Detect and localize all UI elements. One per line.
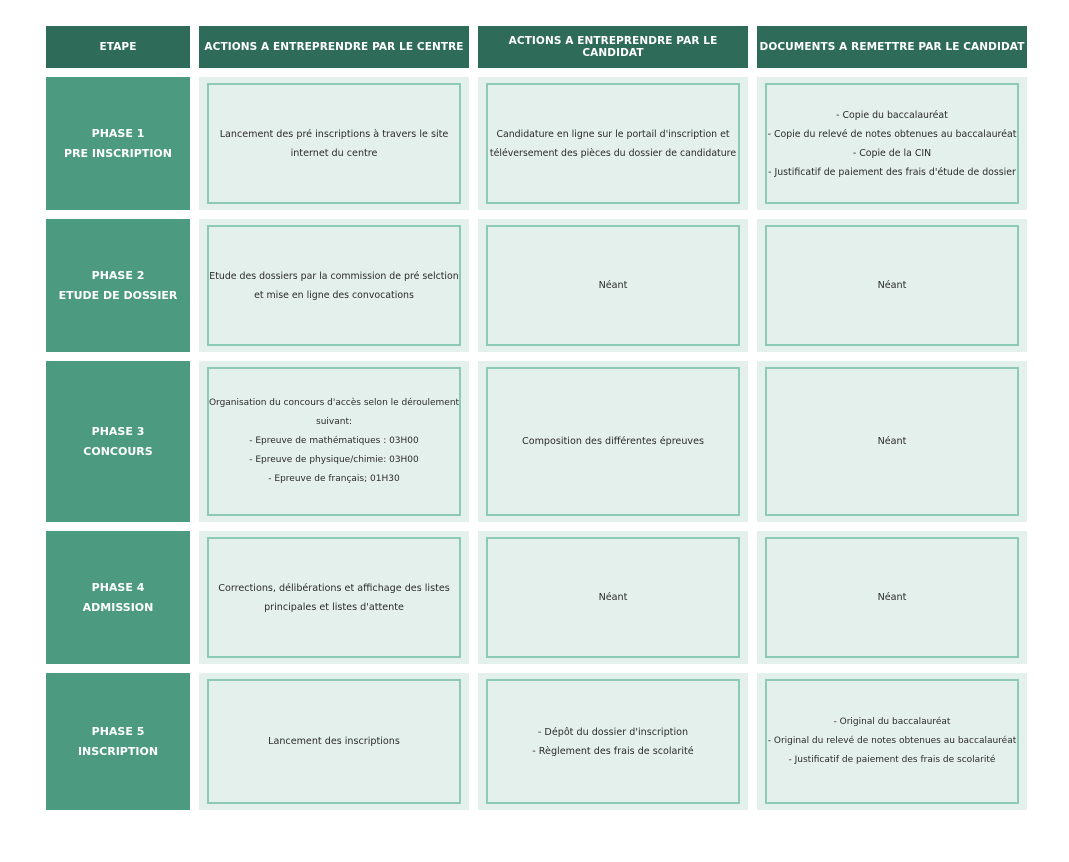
phase-1-centre-cell (199, 77, 469, 210)
cell-content (486, 679, 740, 804)
cell-text-line: Néant (598, 280, 628, 291)
cell-text-line: Néant (877, 280, 907, 291)
cell-content (765, 83, 1019, 204)
cell-text-line: Lancement des pré inscriptions à travers le site (219, 128, 449, 140)
cell-text-line: - Copie du relevé de notes obtenues au baccalauréat (767, 128, 1017, 140)
cell-content (207, 367, 461, 516)
phase-2-documents-cell (757, 219, 1027, 352)
cell-text-line: - Epreuve de physique/chimie: 03H00 (249, 455, 419, 465)
phase-3-centre-cell (199, 361, 469, 522)
procedure-table (46, 26, 1027, 810)
phase-number: PHASE 2 (91, 268, 145, 282)
cell-content (486, 367, 740, 516)
cell-text-line: - Dépôt du dossier d'inscription (537, 726, 689, 738)
phase-name: INSCRIPTION (77, 744, 159, 758)
cell-text-line: Néant (598, 592, 628, 603)
phase-4-label (46, 531, 190, 664)
phase-1-label (46, 77, 190, 210)
phase-name: PRE INSCRIPTION (64, 146, 172, 160)
cell-text-line: téléversement des pièces du dossier de candidature (489, 147, 737, 159)
phase-1-candidat-cell (478, 77, 748, 210)
phase-4-candidat-cell (478, 531, 748, 664)
cell-content (207, 679, 461, 804)
cell-content (765, 367, 1019, 516)
phase-5-documents-cell (757, 673, 1027, 810)
cell-text-line: - Copie de la CIN (852, 147, 932, 159)
cell-text-line: - Epreuve de français; 01H30 (268, 474, 400, 484)
cell-text-line: Candidature en ligne sur le portail d'inscription et (496, 128, 730, 140)
header-etape: ETAPE (46, 26, 190, 68)
phase-name: ETUDE DE DOSSIER (58, 288, 178, 302)
cell-text-line: - Original du baccalauréat (833, 717, 951, 727)
cell-content (486, 537, 740, 658)
cell-text-line: et mise en ligne des convocations (254, 289, 414, 301)
phase-4-centre-cell (199, 531, 469, 664)
cell-text-line: Néant (877, 592, 907, 603)
cell-content (207, 225, 461, 346)
cell-text-line: Lancement des inscriptions (268, 736, 400, 747)
phase-4-documents-cell (757, 531, 1027, 664)
phase-2-centre-cell (199, 219, 469, 352)
cell-content (765, 225, 1019, 346)
cell-text-line: Etude des dossiers par la commission de pré selction (209, 270, 459, 282)
phase-number: PHASE 4 (91, 580, 145, 594)
cell-text-line: Corrections, délibérations et affichage des listes (218, 582, 450, 594)
phase-3-candidat-cell (478, 361, 748, 522)
phase-5-label (46, 673, 190, 810)
phase-3-label (46, 361, 190, 522)
cell-text-line: - Règlement des frais de scolarité (532, 745, 694, 757)
cell-content (207, 83, 461, 204)
phase-number: PHASE 1 (91, 126, 145, 140)
header-actions-candidat: ACTIONS A ENTREPRENDRE PAR LE CANDIDAT (478, 26, 748, 68)
header-documents-candidat: DOCUMENTS A REMETTRE PAR LE CANDIDAT (757, 26, 1027, 68)
cell-text-line: Organisation du concours d'accès selon le déroulement (208, 398, 460, 408)
phase-5-centre-cell (199, 673, 469, 810)
cell-text-line: Néant (877, 436, 907, 447)
phase-5-candidat-cell (478, 673, 748, 810)
cell-text-line: - Epreuve de mathématiques : 03H00 (249, 436, 419, 446)
phase-2-candidat-cell (478, 219, 748, 352)
phase-name: CONCOURS (83, 444, 153, 458)
cell-content (765, 679, 1019, 804)
phase-name: ADMISSION (82, 600, 154, 614)
phase-1-documents-cell (757, 77, 1027, 210)
cell-text-line: - Justificatif de paiement des frais d'étude de dossier (768, 166, 1016, 178)
cell-content (486, 83, 740, 204)
phase-number: PHASE 5 (91, 724, 145, 738)
cell-text-line: Composition des différentes épreuves (522, 436, 704, 447)
cell-text-line: - Copie du baccalauréat (836, 109, 948, 121)
cell-content (207, 537, 461, 658)
phase-number: PHASE 3 (91, 424, 145, 438)
header-actions-centre: ACTIONS A ENTREPRENDRE PAR LE CENTRE (199, 26, 469, 68)
cell-text-line: - Original du relevé de notes obtenues au baccalauréat (767, 736, 1017, 746)
cell-content (765, 537, 1019, 658)
phase-3-documents-cell (757, 361, 1027, 522)
cell-text-line: principales et listes d'attente (264, 601, 404, 613)
cell-text-line: internet du centre (290, 147, 378, 159)
phase-2-label (46, 219, 190, 352)
cell-text-line: - Justificatif de paiement des frais de scolarité (788, 755, 996, 765)
cell-text-line: suivant: (316, 417, 352, 427)
cell-content (486, 225, 740, 346)
